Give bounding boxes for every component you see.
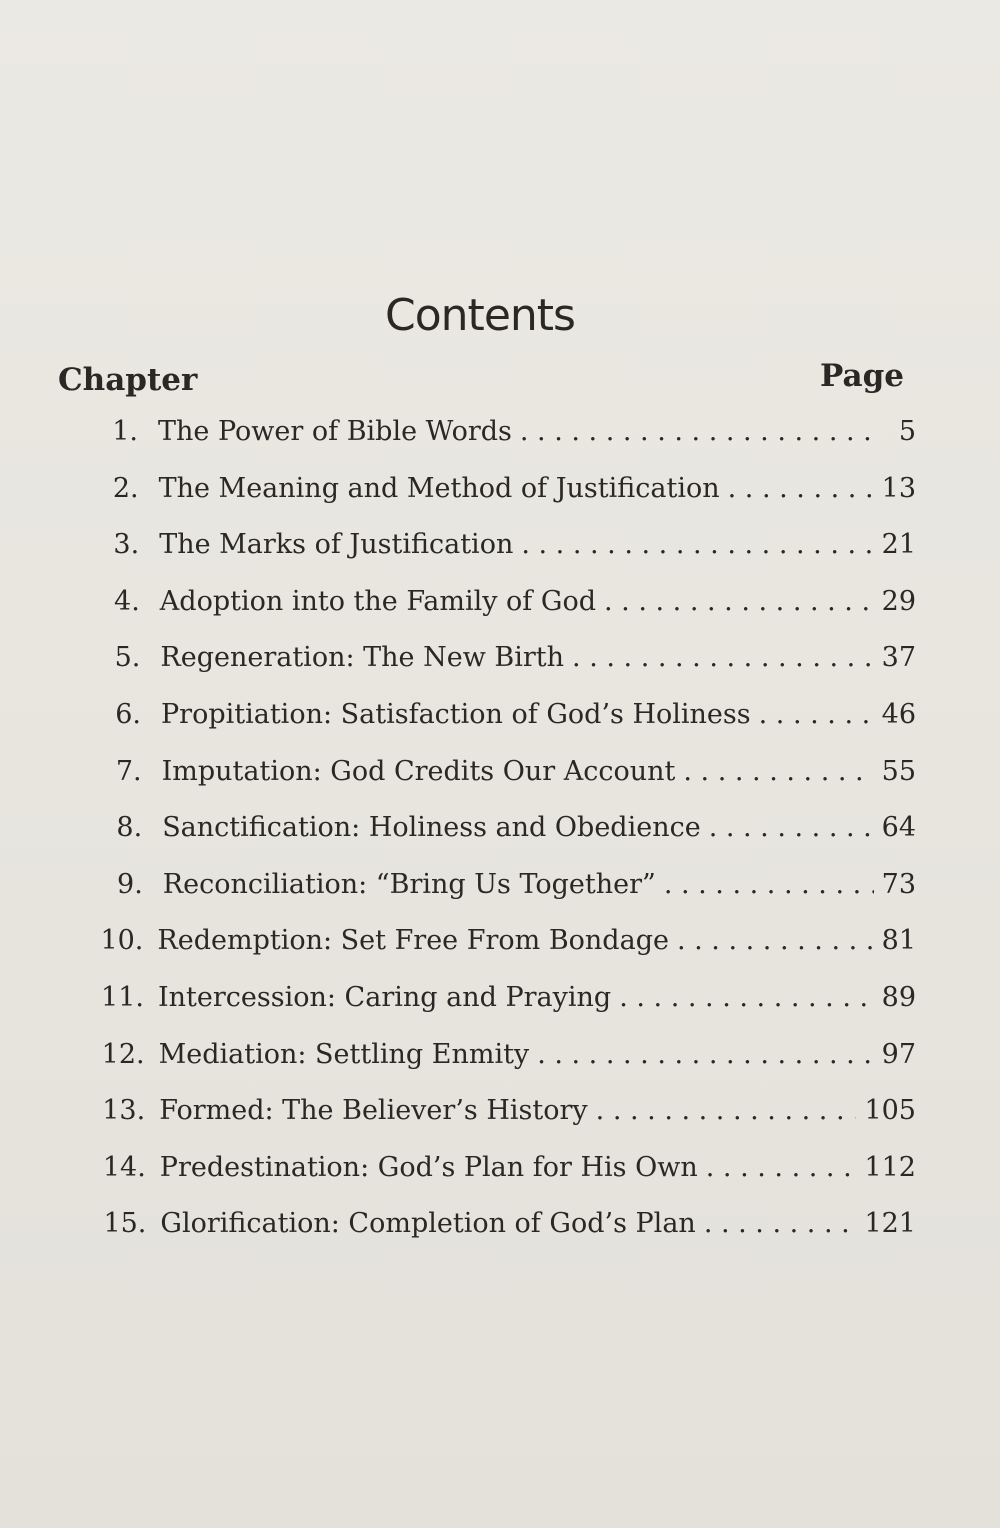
chapter-title: Adoption into the Family of God	[159, 585, 596, 617]
page-number: 64	[881, 812, 916, 844]
chapter-title: Predestination: God’s Plan for His Own	[159, 1151, 698, 1183]
chapter-column-header: Chapter	[58, 362, 198, 398]
chapter-title: The Meaning and Method of Justification	[158, 472, 720, 504]
page-number: 89	[881, 981, 916, 1013]
chapter-number: 8.	[116, 812, 143, 844]
chapter-number: 1.	[112, 416, 138, 447]
page-number: 13	[881, 472, 916, 504]
chapter-number: 13.	[102, 1095, 146, 1127]
toc-entry	[62, 642, 916, 699]
dot-leader	[537, 1039, 873, 1070]
table-of-contents	[60, 416, 916, 1265]
toc-entry	[67, 1095, 916, 1152]
toc-entry	[64, 756, 916, 813]
page-number: 105	[864, 1095, 916, 1127]
chapter-title: Intercession: Caring and Praying	[158, 981, 612, 1013]
chapter-number: 3.	[113, 529, 140, 561]
dot-leader	[683, 756, 873, 787]
chapter-number: 7.	[115, 755, 142, 787]
page-number: 112	[864, 1151, 916, 1183]
dot-leader	[521, 529, 873, 560]
chapter-title: Mediation: Settling Enmity	[158, 1038, 530, 1070]
dot-leader	[596, 1095, 857, 1126]
chapter-number: 14.	[102, 1151, 146, 1183]
chapter-number: 12.	[101, 1038, 145, 1070]
toc-entry	[65, 869, 916, 926]
dot-leader	[704, 1208, 857, 1239]
chapter-number: 4.	[114, 585, 140, 617]
toc-entry	[68, 1208, 916, 1265]
page-number: 81	[881, 925, 916, 957]
dot-leader	[706, 1152, 857, 1183]
toc-entry	[67, 1039, 916, 1096]
page-number: 121	[864, 1208, 916, 1240]
page-number: 21	[881, 529, 916, 561]
page-number: 97	[881, 1038, 916, 1070]
toc-entry	[68, 1152, 916, 1209]
chapter-title: Redemption: Set Free From Bondage	[157, 925, 669, 957]
chapter-number: 6.	[115, 698, 141, 730]
chapter-number: 15.	[103, 1208, 147, 1240]
toc-entry	[64, 812, 916, 869]
dot-leader	[664, 869, 874, 900]
dot-leader	[709, 812, 874, 843]
toc-entry	[65, 925, 916, 982]
page-number: 29	[881, 585, 916, 617]
page-number: 73	[881, 868, 916, 900]
page-number: 55	[881, 755, 916, 787]
chapter-number: 9.	[117, 868, 143, 900]
chapter-number: 11.	[101, 981, 144, 1013]
toc-entry	[62, 586, 916, 643]
page-title: Contents	[385, 290, 575, 341]
chapter-title: Regeneration: The New Birth	[160, 642, 565, 674]
dot-leader	[677, 925, 874, 956]
chapter-title: The Power of Bible Words	[158, 416, 512, 447]
toc-entry	[61, 473, 916, 530]
page-column-header: Page	[820, 358, 904, 394]
toc-entry	[61, 529, 916, 586]
toc-entry	[63, 699, 916, 756]
chapter-title: The Marks of Justification	[159, 529, 514, 561]
dot-leader	[520, 416, 878, 447]
chapter-number: 10.	[100, 925, 144, 957]
dot-leader	[604, 586, 874, 617]
page-number: 37	[881, 642, 916, 674]
page-number: 5	[898, 416, 916, 447]
chapter-number: 2.	[112, 472, 139, 504]
page-number: 46	[881, 698, 916, 730]
chapter-title: Glorification: Completion of God’s Plan	[160, 1208, 696, 1240]
dot-leader	[759, 699, 874, 730]
dot-leader	[572, 642, 874, 673]
chapter-title: Reconciliation: “Bring Us Together”	[162, 868, 656, 900]
chapter-title: Sanctification: Holiness and Obedience	[162, 812, 701, 844]
chapter-title: Propitiation: Satisfaction of God’s Holiness	[161, 698, 751, 730]
toc-entry	[66, 982, 916, 1039]
chapter-title: Formed: The Believer’s History	[159, 1095, 588, 1127]
dot-leader	[728, 473, 874, 504]
chapter-title: Imputation: God Credits Our Account	[161, 755, 676, 787]
dot-leader	[619, 982, 873, 1013]
chapter-number: 5.	[114, 642, 141, 674]
toc-entry	[60, 416, 916, 473]
